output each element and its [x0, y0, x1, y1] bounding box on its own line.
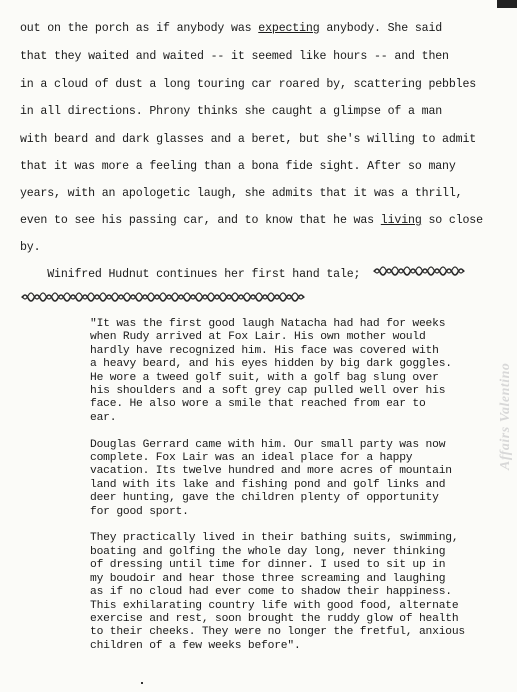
body-line: in all directions. Phrony thinks she caught a glimpse of a man — [20, 105, 443, 118]
underlined-word: living — [380, 214, 422, 227]
body-line: that it was more a feeling than a bona fide sight. After so many — [20, 160, 456, 173]
stray-mark — [141, 682, 143, 684]
body-line: with beard and dark glasses and a beret, but she's willing to admit — [20, 133, 477, 146]
body-line: years, with an apologetic laugh, she admits that it was a thrill, — [20, 187, 463, 200]
corner-mark — [497, 0, 517, 8]
quote-paragraph: Douglas Gerrard came with him. Our small party was now complete. Fox Lair was an ideal place for a happy vacation. Its twelve hundred and more acres of mountain land with its lake and fishing pond and golf links and deer hunting, gave the children plenty of opportunity for good sport. — [90, 438, 452, 518]
body-line: by. — [20, 241, 41, 254]
body-line: even to see his passing car, and to know that he was living so close — [20, 214, 483, 227]
quotation-block — [90, 318, 466, 667]
watermark: Affairs Valentino — [498, 362, 513, 470]
underlined-word: expecting — [258, 22, 320, 35]
quote-paragraph: They practically lived in their bathing suits, swimming, boating and golfing the whole day long, never thinking of dressing until time for dinner. I used to sit up in my boudoir and hear those three screaming and laughing as if no cloud had ever come to shadow their happiness. This exhilarating country life with good food, alternate exercise and rest, soon brought the ruddy glow of health to their cheeks. They were no longer the fretful, anxious children of a few weeks before". — [90, 532, 466, 652]
body-line: out on the porch as if anybody was expecting anybody. She said — [20, 22, 443, 35]
intro-line: Winifred Hudnut continues her first hand tale; — [20, 268, 361, 281]
typed-strikeout-line — [20, 290, 310, 304]
body-line: that they waited and waited -- it seemed like hours -- and then — [20, 50, 449, 63]
quote-paragraph: "It was the first good laugh Natacha had had for weeks when Rudy arrived at Fox Lair. His own mother would hardly have recognized him. His face was covered with a heavy beard, and his eyes hidden by big dark goggles. He wore a tweed golf suit, with a golf bag slung over his shoulders and a soft grey cap pulled well over his face. He also wore a smile that reached from ear to ear. — [90, 318, 452, 424]
typed-strikeout-end — [372, 264, 472, 278]
body-line: in a cloud of dust a long touring car roared by, scattering pebbles — [20, 78, 477, 91]
